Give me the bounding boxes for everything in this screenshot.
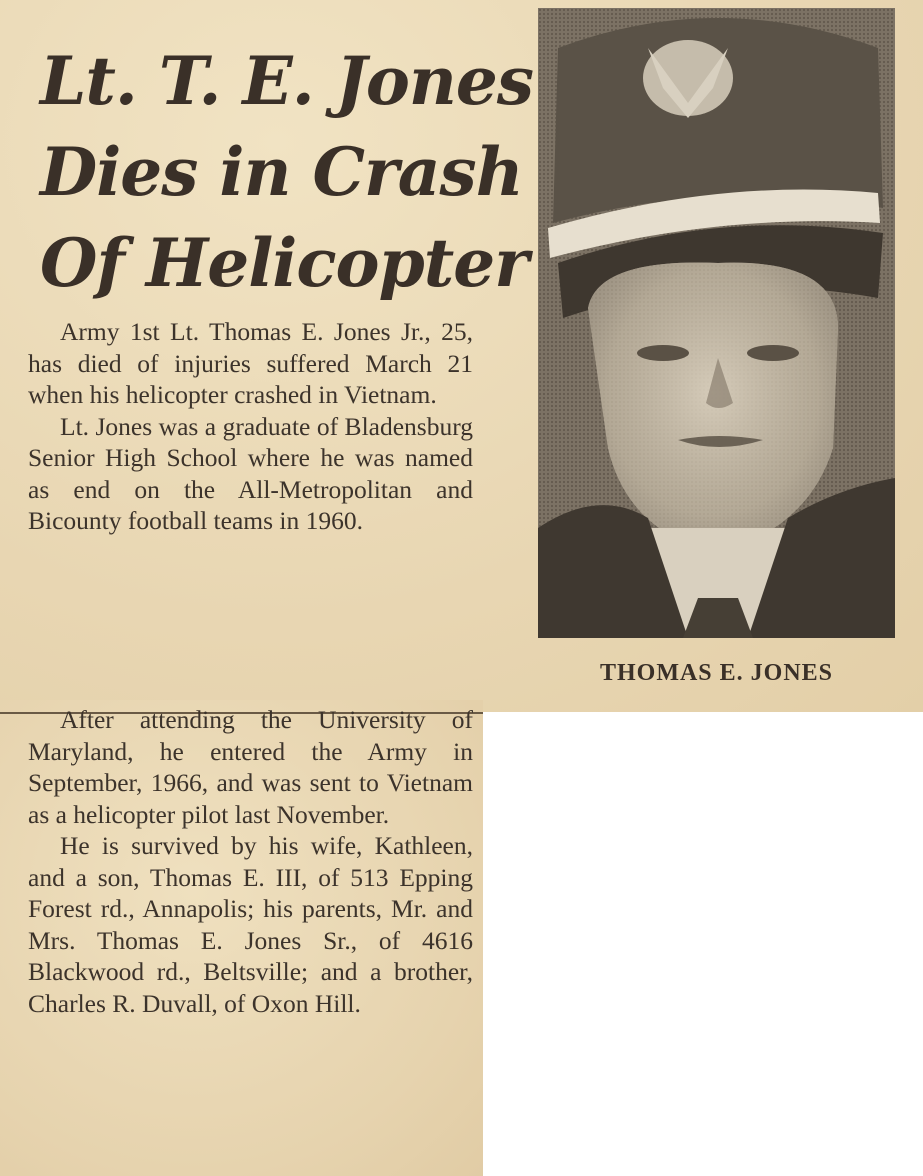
headline-line-1: Lt. T. E. Jones: [40, 42, 534, 120]
portrait-photo-icon: [538, 8, 895, 638]
photo-caption: THOMAS E. JONES: [599, 660, 834, 686]
article-column-bottom: [28, 704, 473, 1019]
headline: [40, 36, 534, 309]
article-paragraph-4: He is survived by his wife, Kathleen, and a son, Thomas E. III, of 513 Epping Forest rd., Annapolis; his parents, Mr. and Mrs. Thomas E. Jones Sr., of 4616 Blackwood rd., Beltsville; and a brother, Charles R. Duvall, of Oxon Hill.: [28, 831, 473, 1018]
headline-line-3: Of Helicopter: [40, 224, 528, 302]
article-column-top: [28, 316, 473, 537]
article-paragraph-2: Lt. Jones was a graduate of Bladensburg Senior High School where he was named as end on the All-Metropolitan and Bicounty football teams in 1960.: [28, 411, 473, 535]
article-paragraph-1: Army 1st Lt. Thomas E. Jones Jr., 25, has died of injuries suffered March 21 when his helicopter crashed in Vietnam.: [28, 317, 473, 409]
article-paragraph-3: After attending the University of Maryland, he entered the Army in September, 1966, and was sent to Vietnam as a helicopter pilot last November.: [28, 705, 473, 829]
headline-line-2: Dies in Crash: [40, 133, 523, 211]
portrait-photo-svg: [538, 8, 895, 638]
